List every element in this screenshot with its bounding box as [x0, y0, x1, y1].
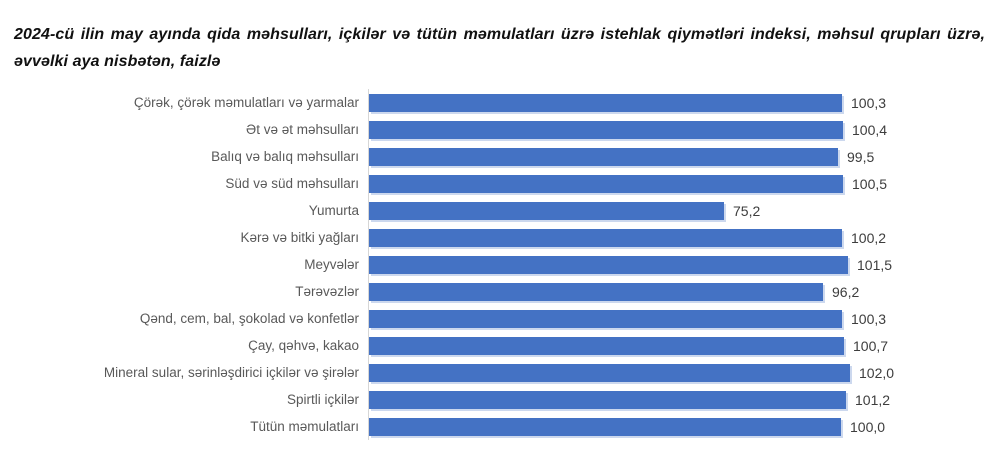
- category-label: Qənd, cem, bal, şokolad və konfetlər: [139, 311, 359, 326]
- bar: [369, 256, 848, 274]
- bar-track: [368, 89, 1000, 116]
- bar-track: [368, 413, 1000, 440]
- category-label: Çay, qəhvə, kakao: [248, 338, 359, 353]
- value-label: 100,4: [852, 121, 888, 138]
- bar-track: [368, 224, 1000, 251]
- category-label: Tərəvəzlər: [295, 284, 359, 299]
- value-label: 100,2: [851, 229, 887, 246]
- category-label: Yumurta: [308, 203, 359, 218]
- bar: [369, 391, 846, 409]
- chart-row: [0, 386, 1000, 413]
- category-label: Ət və ət məhsulları: [246, 122, 359, 137]
- bar-track: [368, 278, 1000, 305]
- bar: [369, 310, 842, 328]
- category-label: Süd və süd məhsulları: [225, 176, 359, 191]
- value-label: 75,2: [733, 202, 761, 219]
- value-label: 99,5: [847, 148, 875, 165]
- value-label: 100,5: [852, 175, 888, 192]
- chart-title: 2024-cü ilin may ayında qida məhsulları, içkilər və tütün məmulatları üzrə istehlak qiymətləri indeksi, məhsul qrupları üzrə, əvvəlki aya nisbətən, faizlə: [14, 26, 985, 70]
- chart-row: [0, 359, 1000, 386]
- chart-row: [0, 278, 1000, 305]
- category-label: Spirtli içkilər: [286, 392, 359, 407]
- value-label: 100,0: [850, 418, 886, 435]
- bar: [369, 202, 724, 220]
- chart-row: [0, 251, 1000, 278]
- bar-track: [368, 386, 1000, 413]
- bar: [369, 121, 843, 139]
- bar: [369, 418, 841, 436]
- chart-row: [0, 170, 1000, 197]
- category-label: Tütün məmulatları: [250, 419, 359, 434]
- chart-row: [0, 143, 1000, 170]
- bar: [369, 283, 823, 301]
- chart-row: [0, 197, 1000, 224]
- value-label: 100,3: [851, 94, 887, 111]
- bar-track: [368, 143, 1000, 170]
- value-label: 100,7: [853, 337, 889, 354]
- bar-track: [368, 170, 1000, 197]
- category-label: Çörək, çörək məmulatları və yarmalar: [133, 95, 359, 110]
- bar-track: [368, 332, 1000, 359]
- bar-track: [368, 116, 1000, 143]
- category-label: Mineral sular, sərinləşdirici içkilər və şirələr: [103, 365, 359, 380]
- bar-track: [368, 305, 1000, 332]
- category-label: Balıq və balıq məhsulları: [211, 149, 359, 164]
- bar-track: [368, 359, 1000, 386]
- chart-row: [0, 413, 1000, 440]
- bar: [369, 229, 842, 247]
- bar-track: [368, 197, 1000, 224]
- bar: [369, 148, 838, 166]
- value-label: 96,2: [832, 283, 860, 300]
- bar-track: [368, 251, 1000, 278]
- value-label: 102,0: [859, 364, 895, 381]
- bar-chart: [0, 89, 1000, 440]
- bar: [369, 364, 850, 382]
- bar: [369, 175, 843, 193]
- bar: [369, 94, 842, 112]
- chart-row: [0, 305, 1000, 332]
- chart-row: [0, 116, 1000, 143]
- value-label: 100,3: [851, 310, 887, 327]
- chart-row: [0, 332, 1000, 359]
- category-label: Kərə və bitki yağları: [240, 230, 359, 245]
- value-label: 101,2: [855, 391, 891, 408]
- chart-row: [0, 224, 1000, 251]
- value-label: 101,5: [857, 256, 893, 273]
- category-label: Meyvələr: [304, 257, 359, 272]
- chart-row: [0, 89, 1000, 116]
- bar: [369, 337, 844, 355]
